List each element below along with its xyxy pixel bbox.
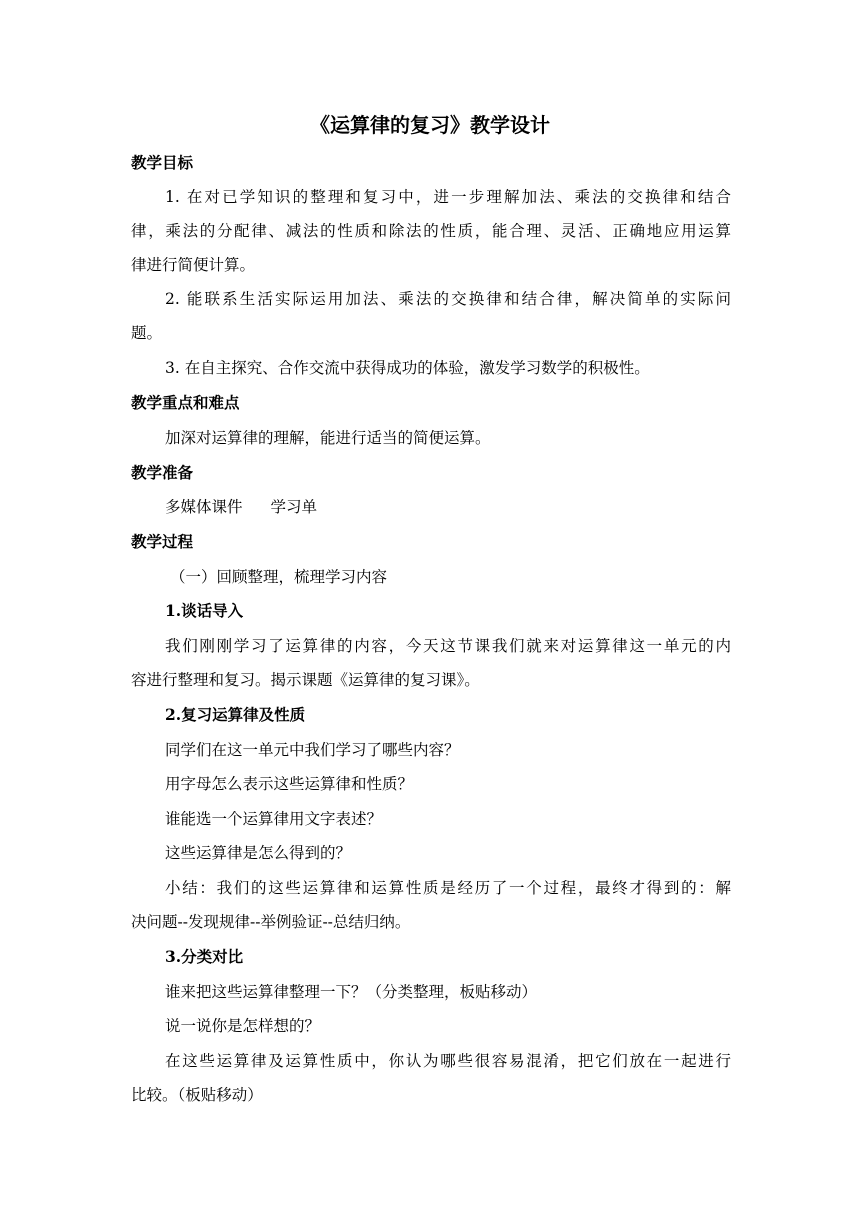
step-2-question-1: 同学们在这一单元中我们学习了哪些内容？ xyxy=(165,741,460,759)
process-part-1-title: （一）回顾整理，梳理学习内容 xyxy=(170,568,388,586)
step-2-summary-line-1: 小结：我们的这些运算律和运算性质是经历了一个过程，最终才得到的：解 xyxy=(165,879,731,897)
goals-heading: 教学目标 xyxy=(131,153,194,172)
key-points-heading: 教学重点和难点 xyxy=(131,393,240,412)
step-1-title: 1.谈话导入 xyxy=(165,601,244,620)
preparation-items xyxy=(165,490,731,524)
process-heading: 教学过程 xyxy=(131,532,194,551)
step-2-summary-line-2: 决问题--发现规律--举例验证--总结归纳。 xyxy=(131,913,411,931)
step-3-question-2: 说一说你是怎样想的？ xyxy=(165,1017,321,1035)
goal-3-line-1: 3. 在自主探究、合作交流中获得成功的体验，激发学习数学的积极性。 xyxy=(165,359,650,377)
step-2-question-3: 谁能选一个运算律用文字表述？ xyxy=(165,810,383,828)
goal-2-line-1: 2. 能联系生活实际运用加法、乘法的交换律和结合律，解决简单的实际问 xyxy=(165,290,731,308)
goal-1-line-3: 律进行简便计算。 xyxy=(131,256,256,274)
goal-1-line-1: 1. 在对已学知识的整理和复习中，进一步理解加法、乘法的交换律和结合 xyxy=(165,188,731,206)
step-3-question-3-line-1: 在这些运算律及运算性质中，你认为哪些很容易混淆，把它们放在一起进行 xyxy=(165,1052,731,1070)
goal-2-line-2: 题。 xyxy=(131,324,163,342)
step-2-title: 2.复习运算律及性质 xyxy=(165,705,306,724)
step-3-question-3-line-2: 比较。（板贴移动） xyxy=(131,1086,263,1104)
step-1-line-1: 我们刚刚学习了运算律的内容，今天这节课我们就来对运算律这一单元的内 xyxy=(165,637,731,655)
preparation-item-courseware: 多媒体课件 xyxy=(165,498,243,516)
step-3-title: 3.分类对比 xyxy=(165,947,244,966)
step-2-question-4: 这些运算律是怎么得到的？ xyxy=(165,844,352,862)
goal-1-line-2: 律，乘法的分配律、减法的性质和除法的性质，能合理、灵活、正确地应用运算 xyxy=(131,222,731,240)
step-3-question-1: 谁来把这些运算律整理一下？（分类整理，板贴移动） xyxy=(165,983,538,1001)
step-2-question-2: 用字母怎么表示这些运算律和性质？ xyxy=(165,775,414,793)
key-points-text: 加深对运算律的理解，能进行适当的简便运算。 xyxy=(165,429,491,447)
preparation-heading: 教学准备 xyxy=(131,463,194,482)
step-1-line-2: 容进行整理和复习。揭示课题《运算律的复习课》。 xyxy=(131,671,480,689)
document-title: 《运算律的复习》教学设计 xyxy=(310,113,550,137)
preparation-item-worksheet: 学习单 xyxy=(270,498,318,516)
